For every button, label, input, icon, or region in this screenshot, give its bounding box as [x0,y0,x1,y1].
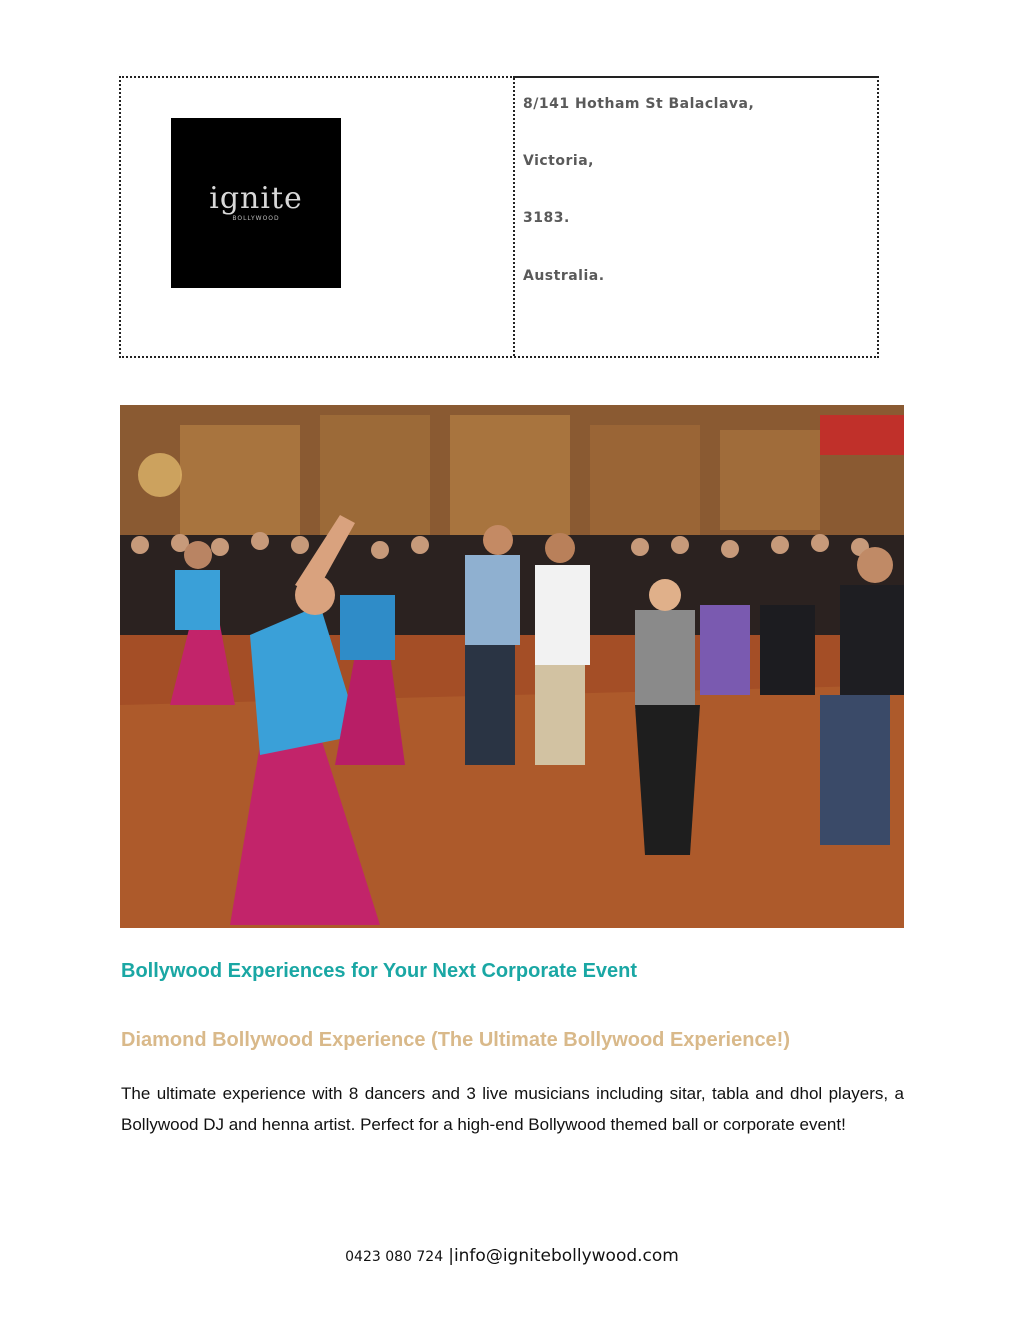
header-table [119,76,879,358]
address-line-postcode: 3183. [523,210,570,226]
dance-photo-illustration [120,405,904,928]
event-photo [120,405,904,928]
section-heading: Bollywood Experiences for Your Next Corporate Event [121,960,638,982]
ignite-bollywood-logo [171,118,341,288]
logo-wordmark: ignite [209,180,303,216]
address-line-country: Australia. [523,268,605,284]
footer-email: info@ignitebollywood.com [453,1246,679,1266]
footer-contact [0,1246,1024,1266]
address-line-state: Victoria, [523,153,594,169]
header-top-rule [513,76,879,78]
package-subheading: Diamond Bollywood Experience (The Ultimate Bollywood Experience!) [121,1029,791,1051]
package-description: The ultimate experience with 8 dancers and 3 live musicians including sitar, tabla and dhol players, a Bollywood DJ and henna artist. Perfect for a high-end Bollywood themed ball or corporate event! [121,1084,904,1134]
address-line-street: 8/141 Hotham St Balaclava, [523,96,755,112]
footer-phone: 0423 080 724 [345,1249,444,1265]
header-divider [513,78,515,356]
footer-separator: | [448,1246,454,1266]
logo-subtitle: BOLLYWOOD [232,214,280,222]
